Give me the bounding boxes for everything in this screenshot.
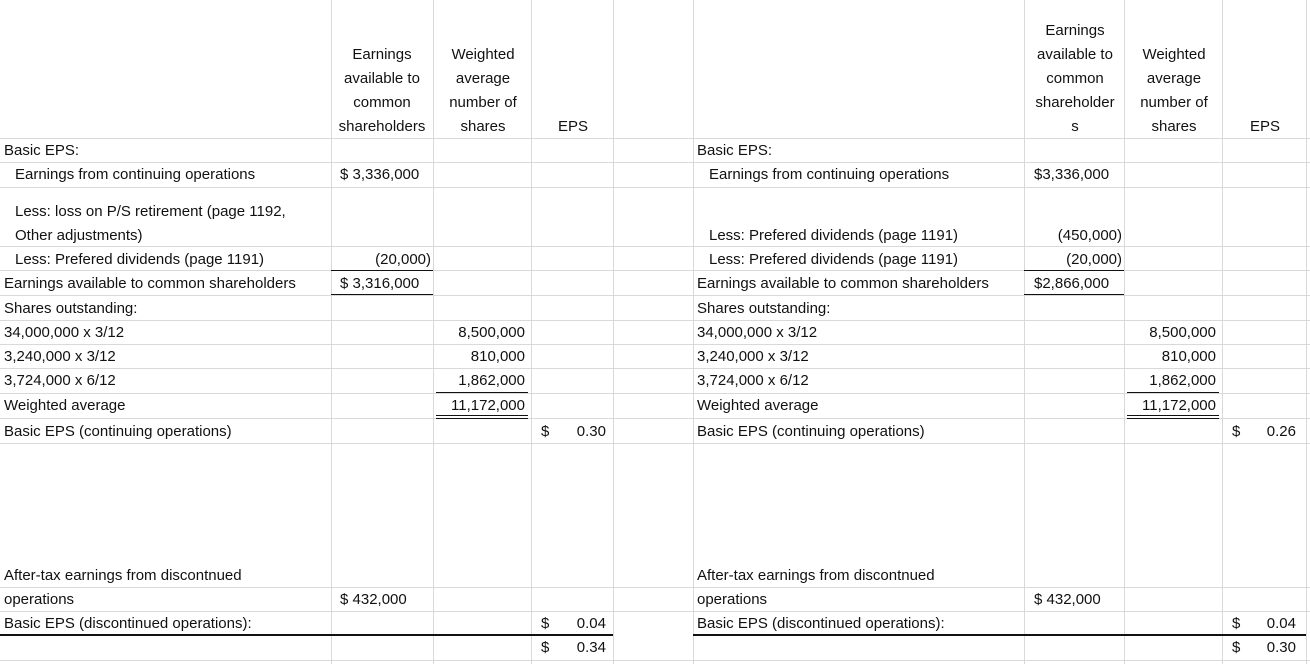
right-basic-cont-dollar: $ [1232,423,1241,440]
left-header-earnings [333,43,431,139]
column-divider [1306,0,1307,664]
left-less-pref-label: Less: Prefered dividends (page 1191) [15,251,265,268]
right-after-tax-line1: After-tax earnings from discontnued [697,567,935,584]
left-share-row-label: 34,000,000 x 3/12 [4,324,125,341]
left-total-value: 0.34 [576,639,606,656]
right-basic-disc-dollar: $ [1232,615,1241,632]
right-total-value: 0.30 [1266,639,1296,656]
header-line: average [1146,70,1202,87]
left-share-row-value: 1,862,000 [458,372,525,389]
header-line: Earnings [352,46,412,63]
left-continuing-label: Earnings from continuing operations [15,166,256,183]
left-basic-disc-dollar: $ [541,615,550,632]
double-underline [1127,415,1219,419]
right-weighted-value: 11,172,000 [1142,397,1216,414]
row-divider [0,443,1310,444]
header-line: shareholder [1035,94,1115,111]
right-basic-disc-label: Basic EPS (discontinued operations): [697,615,945,632]
right-header-eps: EPS [1249,118,1280,135]
right-share-row-value: 1,862,000 [1149,372,1216,389]
left-after-tax-line1: After-tax earnings from discontnued [4,567,242,584]
row-divider [0,393,1310,394]
row-divider [0,587,1310,588]
left-header-weighted [435,43,531,139]
total-rule [693,634,1306,636]
column-divider [613,0,614,664]
subtotal-underline [1024,270,1124,271]
header-line: number of [449,94,517,111]
left-header-eps: EPS [557,118,588,135]
right-less-pref1-value: (450,000) [1057,227,1122,244]
right-share-row-label: 3,724,000 x 6/12 [697,372,809,389]
right-after-tax-value: $ 432,000 [1034,591,1101,608]
column-divider [693,0,694,664]
left-available-label: Earnings available to common shareholders [4,275,296,292]
sum-underline [436,392,528,393]
left-basic-disc-label: Basic EPS (discontinued operations): [4,615,252,632]
left-basic-disc-value: 0.04 [576,615,606,632]
right-continuing-label: Earnings from continuing operations [709,166,950,183]
header-line: shares [1151,118,1197,135]
header-line: s [1071,118,1079,135]
left-less-ps-line2: Other adjustments) [15,227,143,244]
right-continuing-value: $3,336,000 [1034,166,1110,183]
left-basic-cont-dollar: $ [541,423,550,440]
right-less-pref2-label: Less: Prefered dividends (page 1191) [709,251,959,268]
header-line: available to [1037,46,1113,63]
double-underline [436,415,528,419]
left-share-row-label: 3,724,000 x 6/12 [4,372,116,389]
left-weighted-value: 11,172,000 [451,397,525,414]
left-total-dollar: $ [541,639,550,656]
right-share-row-value: 810,000 [1161,348,1216,365]
right-basic-cont-label: Basic EPS (continuing operations) [697,423,925,440]
header-line: shares [460,118,506,135]
left-basic-cont-value: 0.30 [576,423,606,440]
total-underline [331,294,433,295]
left-less-pref-value: (20,000) [375,251,431,268]
column-divider [331,0,332,664]
row-divider [0,295,1310,296]
right-share-row-value: 8,500,000 [1149,324,1216,341]
header-line: available to [344,70,420,87]
column-divider [1222,0,1223,664]
row-divider [0,162,1310,163]
row-divider [0,418,1310,419]
right-after-tax-line2: operations [697,591,768,608]
right-available-label: Earnings available to common shareholders [697,275,989,292]
right-less-pref2-value: (20,000) [1066,251,1122,268]
header-line: common [353,94,411,111]
header-line: Weighted [1142,46,1206,63]
row-divider [0,611,1310,612]
right-share-row-label: 34,000,000 x 3/12 [697,324,818,341]
row-divider [0,187,1310,188]
row-divider [0,246,1310,247]
column-divider [1024,0,1025,664]
right-share-row-label: 3,240,000 x 3/12 [697,348,809,365]
right-total-dollar: $ [1232,639,1241,656]
left-continuing-value: $ 3,336,000 [340,166,420,183]
right-shares-outstanding-label: Shares outstanding: [697,300,831,317]
left-share-row-value: 810,000 [470,348,525,365]
right-basic-eps-label: Basic EPS: [697,142,773,159]
row-divider [0,344,1310,345]
header-line: Weighted [451,46,515,63]
sum-underline [1127,392,1219,393]
total-underline [1024,294,1124,295]
row-divider [0,368,1310,369]
header-line: number of [1140,94,1208,111]
left-available-value: $ 3,316,000 [340,275,420,292]
column-divider [531,0,532,664]
total-rule [0,634,613,636]
header-line: common [1046,70,1104,87]
left-share-row-label: 3,240,000 x 3/12 [4,348,116,365]
right-basic-disc-value: 0.04 [1266,615,1296,632]
right-weighted-label: Weighted average [697,397,819,414]
row-divider [0,660,1310,661]
header-line: average [455,70,511,87]
left-basic-cont-label: Basic EPS (continuing operations) [4,423,232,440]
left-after-tax-value: $ 432,000 [340,591,407,608]
left-after-tax-line2: operations [4,591,75,608]
subtotal-underline [331,270,433,271]
left-basic-eps-label: Basic EPS: [4,142,80,159]
right-header-weighted [1126,43,1222,139]
left-share-row-value: 8,500,000 [458,324,525,341]
right-available-value: $2,866,000 [1034,275,1110,292]
header-line: Earnings [1045,22,1105,39]
header-line: shareholders [338,118,426,135]
left-shares-outstanding-label: Shares outstanding: [4,300,138,317]
row-divider [0,320,1310,321]
right-header-earnings [1026,19,1124,139]
right-less-pref1-label: Less: Prefered dividends (page 1191) [709,227,959,244]
left-less-ps-line1: Less: loss on P/S retirement (page 1192, [15,203,286,220]
right-basic-cont-value: 0.26 [1266,423,1296,440]
left-weighted-label: Weighted average [4,397,126,414]
